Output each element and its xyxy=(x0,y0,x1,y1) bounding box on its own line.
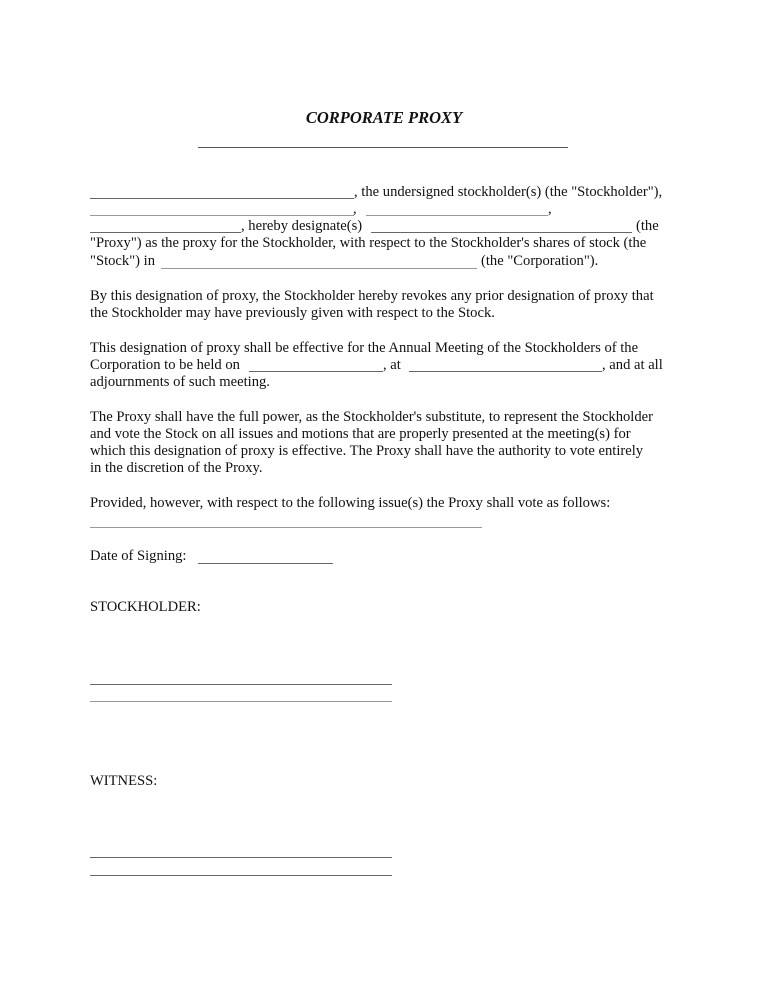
meeting-location-blank[interactable] xyxy=(409,371,602,372)
paragraph1-line3-suffix: (the xyxy=(636,218,659,234)
voting-instructions-blank[interactable] xyxy=(90,527,482,528)
stockholder-label: STOCKHOLDER: xyxy=(90,599,201,615)
proxy-name-blank[interactable] xyxy=(371,232,632,233)
witness-signature-line[interactable] xyxy=(90,857,392,858)
paragraph4-line2: and vote the Stock on all issues and motions that are properly presented at the meeting(s) for xyxy=(90,426,631,442)
paragraph3-line3: adjournments of such meeting. xyxy=(90,374,270,390)
stockholder-address-blank-1[interactable] xyxy=(90,215,354,216)
date-of-signing-label: Date of Signing: xyxy=(90,548,187,564)
paragraph1-comma-2: , xyxy=(548,201,552,217)
paragraph2-line1: By this designation of proxy, the Stockholder hereby revokes any prior designation of proxy that xyxy=(90,288,654,304)
paragraph2-line2: the Stockholder may have previously given with respect to the Stock. xyxy=(90,305,495,321)
stockholder-name-blank[interactable] xyxy=(90,198,354,199)
corporation-name-blank[interactable] xyxy=(161,268,477,269)
paragraph1-line1-text: , the undersigned stockholder(s) (the "Stockholder"), xyxy=(354,184,663,200)
paragraph3-line2-prefix: Corporation to be held on xyxy=(90,357,240,373)
witness-name-line[interactable] xyxy=(90,875,392,876)
paragraph3-line2-suffix: , and at all xyxy=(602,357,663,373)
meeting-date-blank[interactable] xyxy=(249,371,383,372)
paragraph4-line3: which this designation of proxy is effective. The Proxy shall have the authority to vote entirely xyxy=(90,443,644,459)
stockholder-address-blank-3[interactable] xyxy=(90,232,241,233)
stockholder-signature-line[interactable] xyxy=(90,684,392,685)
title-underline xyxy=(198,147,568,148)
paragraph5-text: Provided, however, with respect to the following issue(s) the Proxy shall vote as follows: xyxy=(90,495,611,511)
stockholder-address-blank-2[interactable] xyxy=(366,215,548,216)
paragraph1-line4-text: "Proxy") as the proxy for the Stockholder, with respect to the Stockholder's shares of stock (the xyxy=(90,235,647,251)
witness-label: WITNESS: xyxy=(90,773,158,789)
paragraph4-line4: in the discretion of the Proxy. xyxy=(90,460,263,476)
paragraph1-line5-suffix: (the "Corporation"). xyxy=(481,253,599,269)
paragraph3-line1: This designation of proxy shall be effective for the Annual Meeting of the Stockholders of the xyxy=(90,340,639,356)
document-title: CORPORATE PROXY xyxy=(305,108,463,127)
paragraph1-line5-prefix: "Stock") in xyxy=(90,253,156,269)
stockholder-name-line[interactable] xyxy=(90,701,392,702)
paragraph4-line1: The Proxy shall have the full power, as the Stockholder's substitute, to represent the Stockholder xyxy=(90,409,653,425)
paragraph1-comma-1: , xyxy=(353,201,357,217)
paragraph1-line3-text: , hereby designate(s) xyxy=(241,218,363,234)
date-of-signing-blank[interactable] xyxy=(198,563,333,564)
paragraph3-line2-middle: , at xyxy=(383,357,401,373)
